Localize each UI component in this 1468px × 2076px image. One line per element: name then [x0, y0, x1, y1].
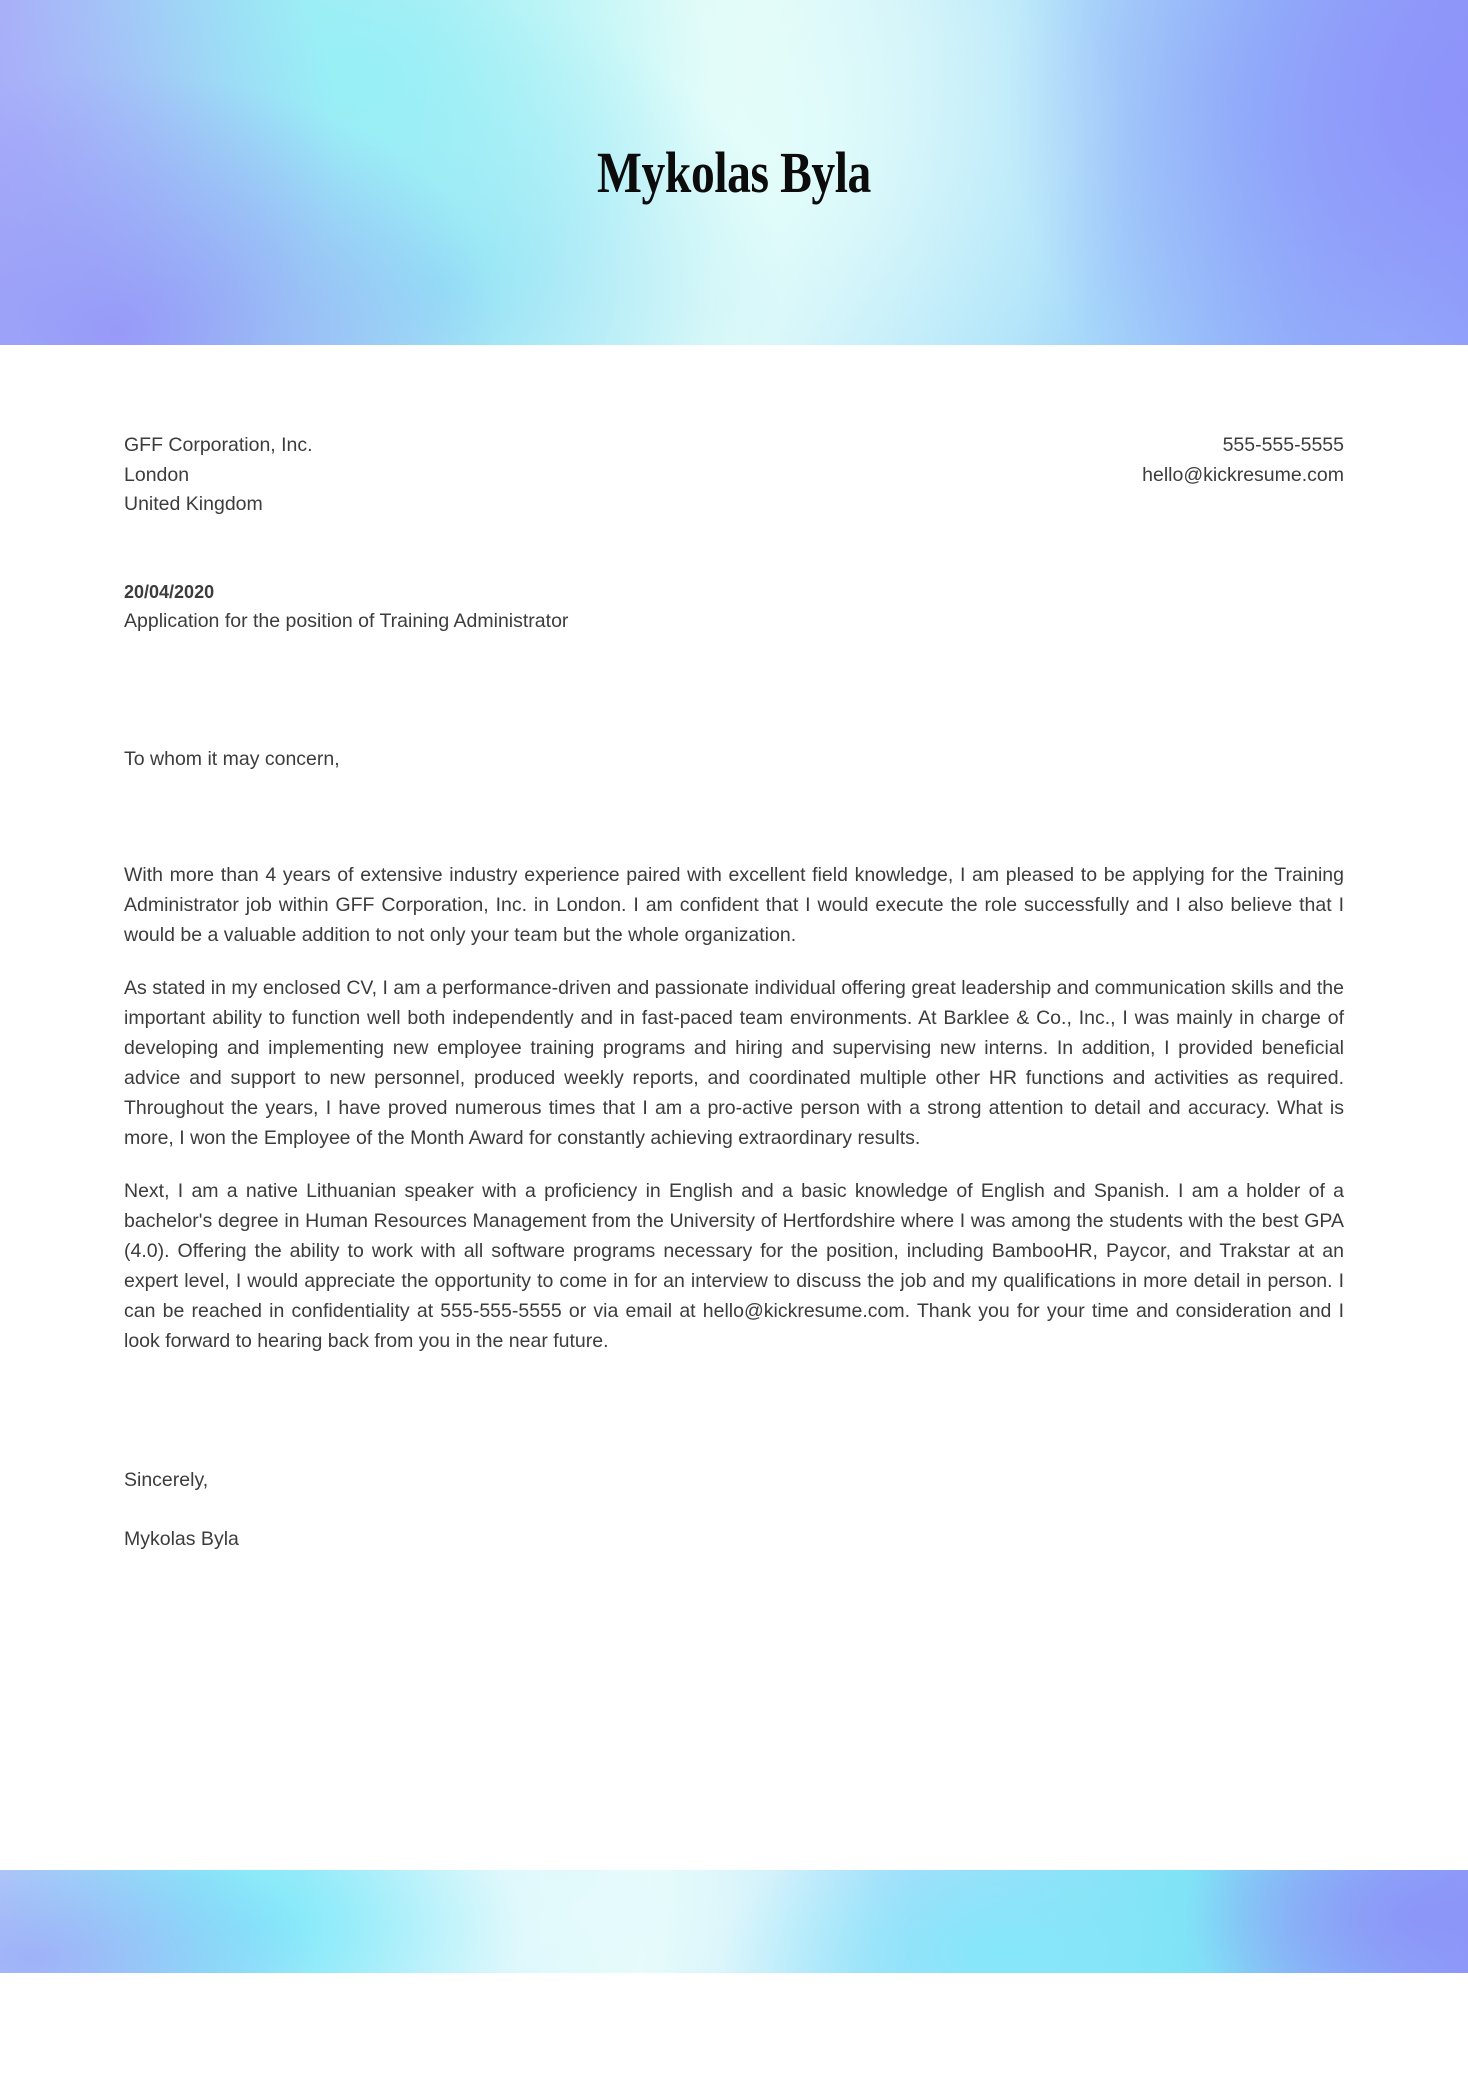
letter-paragraph: With more than 4 years of extensive industry experience paired with excellent field knowledge, I am pleased to be applying for the Training Administrator job within GFF Corporation, Inc. in London. I am confident that I would execute the role successfully and I also believe that I would be a valuable addition to not only your team but the whole organization. [124, 864, 1344, 946]
letter-date: 20/04/2020 [124, 581, 215, 602]
footer-band [0, 1870, 1468, 1973]
recipient-company: GFF Corporation, Inc. [124, 434, 313, 456]
page-title: Mykolas Byla [597, 140, 871, 205]
sign-off: Sincerely, [124, 1469, 209, 1491]
recipient-address-block [124, 431, 313, 520]
recipient-country: United Kingdom [124, 493, 263, 515]
sender-phone[interactable]: 555-555-5555 [1222, 434, 1344, 456]
sender-email[interactable]: hello@kickresume.com [1142, 463, 1344, 486]
letter-paragraph: Next, I am a native Lithuanian speaker with a proficiency in English and a basic knowledge of English and Spanish. I am a holder of a bachelor's degree in Human Resources Management from the University of Hertfordshire where I was among the students with the best GPA (4.0). Offering the ability to work with all software programs necessary for the position, including BambooHR, Paycor, and Trakstar at an expert level, I would appreciate the opportunity to come in for an interview to discuss the job and my qualifications in more detail in person. I can be reached in confidentiality at 555-555-5555 or via email at hello@kickresume.com. Thank you for your time and consideration and I look forward to hearing back from you in the near future. [124, 1180, 1344, 1352]
signer-name: Mykolas Byla [124, 1527, 239, 1550]
subject-line: Application for the position of Training Administrator [124, 610, 569, 632]
salutation: To whom it may concern, [124, 747, 340, 770]
letter-paragraphs [124, 860, 1344, 1356]
recipient-city: London [124, 463, 190, 486]
subject-block [124, 578, 1344, 637]
sender-contact-block [1142, 431, 1344, 490]
letter-closing [124, 1466, 1344, 1554]
letter-paragraph: As stated in my enclosed CV, I am a performance-driven and passionate individual offering great leadership and communication skills and the important ability to function well both independently and in fast-paced team environments. At Barklee & Co., Inc., I was mainly in charge of developing and implementing new employee training programs and hiring and supervising new interns. In addition, I provided beneficial advice and support to new personnel, produced weekly reports, and coordinated multiple other HR functions and activities as required. Throughout the years, I have proved numerous times that I am a pro-active person with a strong attention to detail and accuracy. What is more, I won the Employee of the Month Award for constantly achieving extraordinary results. [124, 977, 1344, 1149]
letter-body [0, 345, 1468, 1973]
letterhead-band [0, 0, 1468, 345]
letter-meta-row [124, 345, 1344, 520]
